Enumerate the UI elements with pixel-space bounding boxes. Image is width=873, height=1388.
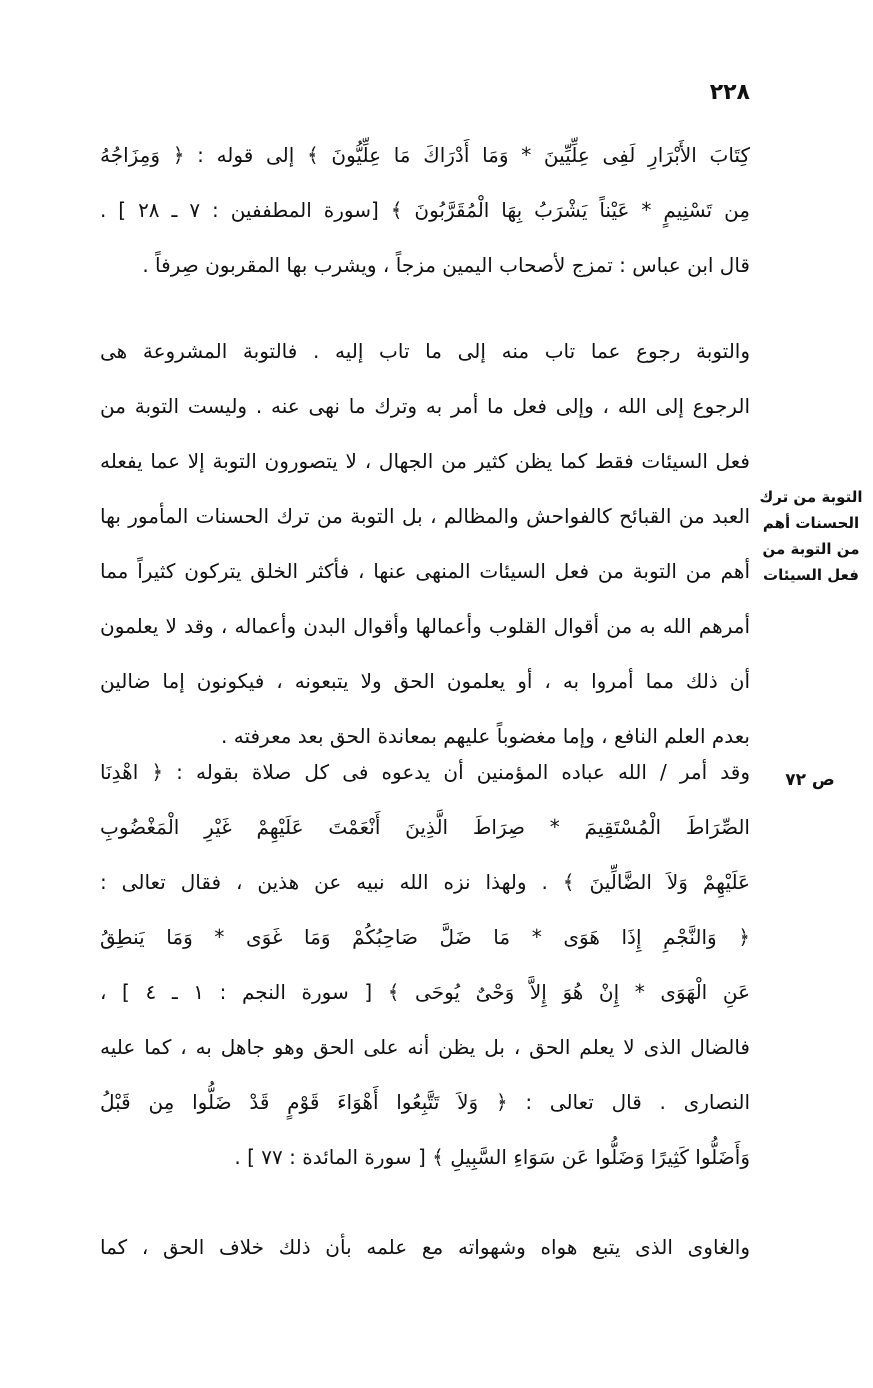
text-line: بعدم العلم النافع ، وإما مغضوباً عليهم بمعاندة الحق بعد معرفته . [221, 724, 750, 748]
text-line: فعل السيئات فقط كما يظن كثير من الجهال ، لا يتصورون التوبة إلا عما يفعله [100, 449, 750, 473]
text-line: وقد أمر / الله عباده المؤمنين أن يدعوه فى كل صلاة بقوله : ﴿ اهْدِنَا [100, 760, 750, 784]
text-line: كِتَابَ الأَبْرَارِ لَفِى عِلِّيِّينَ * وَمَا أَدْرَاكَ مَا عِلِّيُّونَ ﴾ إلى قوله : ﴿ وَمِزَاجُهُ [100, 143, 750, 167]
text-line: فالضال الذى لا يعلم الحق ، بل يظن أنه على الحق وهو جاهل به ، كما عليه [100, 1035, 750, 1059]
text-line: والتوبة رجوع عما تاب منه إلى ما تاب إليه . فالتوبة المشروعة هى [100, 339, 750, 363]
text-line: أهم من التوبة من فعل السيئات المنهى عنها ، فأكثر الخلق يتركون كثيراً مما [100, 559, 750, 583]
text-line: النصارى . قال تعالى : ﴿ وَلاَ تَتَّبِعُوا أَهْوَاءَ قَوْمٍ قَدْ ضَلُّوا مِن قَبْلُ [100, 1090, 750, 1114]
text-line: العبد من القبائح كالفواحش والمظالم ، بل التوبة من ترك الحسنات المأمور بها [100, 504, 750, 528]
text-line: أمرهم الله به من أقوال القلوب وأعمالها وأقوال البدن وأعماله ، وقد لا يعلمون [100, 614, 750, 638]
text-line: عَلَيْهِمْ وَلاَ الضَّالِّينَ ﴾ . ولهذا نزه الله نبيه عن هذين ، فقال تعالى : [100, 870, 750, 894]
margin-note: التوبة من ترك الحسنات أهم من التوبة من فعل السيئات [759, 488, 863, 584]
text-line: قال ابن عباس : تمزج لأصحاب اليمين مزجاً ، ويشرب بها المقربون صِرفاً . [142, 253, 750, 277]
paragraph-repentance [100, 324, 750, 764]
paragraph-guidance [100, 745, 750, 1185]
text-line: والغاوى الذى يتبع هواه وشهواته مع علمه بأن ذلك خلاف الحق ، كما [100, 1235, 750, 1259]
paragraph-quran-quote [100, 128, 750, 293]
text-line: وَأَضَلُّوا كَثِيرًا وَضَلُّوا عَن سَوَاءِ السَّبِيلِ ﴾ [ سورة المائدة : ٧٧ ] . [234, 1145, 750, 1169]
text-line: الصِّرَاطَ الْمُسْتَقِيمَ * صِرَاطَ الَّذِينَ أَنْعَمْتَ عَلَيْهِمْ غَيْرِ الْمَغْضُوبِ [100, 815, 750, 839]
paragraph-misguided [100, 1220, 750, 1275]
text-line: عَنِ الْهَوَى * إِنْ هُوَ إِلاَّ وَحْىٌ يُوحَى ﴾ [ سورة النجم : ١ ـ ٤ ] ، [100, 980, 750, 1004]
text-line: مِن تَسْنِيمٍ * عَيْناً يَشْرَبُ بِهَا الْمُقَرَّبُونَ ﴾ [سورة المطففين : ٧ ـ ٢٨ ] . [100, 198, 750, 222]
page-number: ٢٢٨ [709, 80, 750, 105]
text-line: الرجوع إلى الله ، وإلى فعل ما أمر به وترك ما نهى عنه . وليست التوبة من [100, 394, 750, 418]
margin-page-reference: ص ٧٢ [785, 770, 835, 790]
text-line: أن ذلك مما أمروا به ، أو يعلمون الحق ولا يتبعونه ، فيكونون إما ضالين [100, 669, 750, 693]
text-line: ﴿ وَالنَّجْمِ إِذَا هَوَى * مَا ضَلَّ صَاحِبُكُمْ وَمَا غَوَى * وَمَا يَنطِقُ [100, 925, 750, 949]
